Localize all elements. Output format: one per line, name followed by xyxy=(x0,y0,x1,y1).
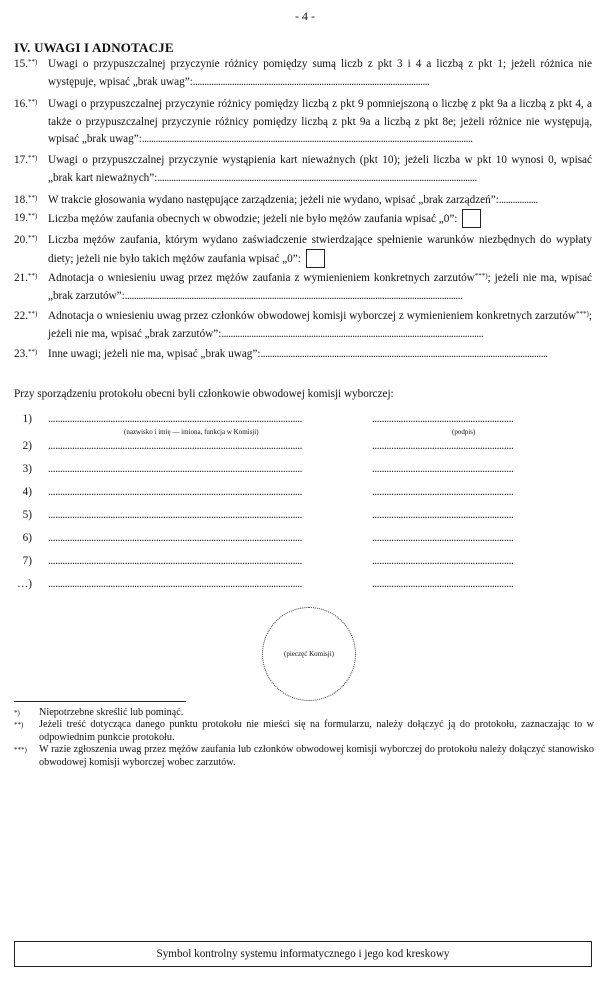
page-number: - 4 - xyxy=(295,9,315,23)
item-text: Inne uwagi; jeżeli nie ma, wpisać „brak uwag”: xyxy=(48,348,261,360)
item-number: 20. xyxy=(14,234,28,246)
answer-field[interactable]: ................................................................................................................................................ xyxy=(141,133,473,145)
section-title: IV. UWAGI I ADNOTACJE xyxy=(14,40,174,55)
answer-field[interactable]: .................................................................................................................. xyxy=(221,327,484,340)
footnote-mark: **) xyxy=(27,98,38,107)
commission-stamp xyxy=(262,607,356,701)
footnote-mark: **) xyxy=(27,348,38,357)
member-name-field[interactable]: .......................................................................................................... xyxy=(48,463,303,475)
footnote-mark: **) xyxy=(27,58,38,67)
count-box[interactable] xyxy=(306,249,325,268)
member-row xyxy=(14,578,592,596)
row-number: 7) xyxy=(22,555,32,567)
item-number: 17. xyxy=(14,154,28,166)
row-number: 5) xyxy=(22,509,32,521)
footnote-1 xyxy=(14,707,594,720)
member-name-field[interactable]: .......................................................................................................... xyxy=(48,578,303,590)
item-text-cont: ; jeżeli nie ma, wpisać „brak zarzutów”: xyxy=(48,272,593,302)
row-number: 1) xyxy=(22,413,32,425)
footnote-mark: **) xyxy=(27,212,38,221)
member-name-field[interactable]: .......................................................................................................... xyxy=(48,532,303,544)
member-name-field[interactable]: .......................................................................................................... xyxy=(48,440,303,452)
item-23 xyxy=(14,346,592,364)
item-text-cont: ; jeżeli nie ma, wpisać „brak zarzutów”: xyxy=(48,310,592,340)
item-number: 19. xyxy=(14,212,28,224)
item-21 xyxy=(14,270,592,305)
row-number: 3) xyxy=(22,463,32,475)
member-signature-field[interactable]: ........................................................... xyxy=(372,578,514,590)
footnote-mark: **) xyxy=(27,310,38,319)
member-name-field[interactable]: .......................................................................................................... xyxy=(48,555,303,567)
item-number: 22. xyxy=(14,310,28,322)
barcode-label: Symbol kontrolny systemu informatycznego i jego kod kreskowy xyxy=(156,948,450,960)
item-number: 18. xyxy=(14,194,28,206)
item-number: 23. xyxy=(14,348,28,360)
answer-field[interactable]: ........................................................................................................................................... xyxy=(157,171,477,184)
item-22 xyxy=(14,308,592,343)
name-caption: (nazwisko i imię — imiona, funkcja w Komisji) xyxy=(124,428,259,436)
member-row xyxy=(14,555,592,573)
footnote-divider xyxy=(14,701,186,702)
item-16 xyxy=(14,96,592,149)
member-signature-field[interactable]: ........................................................... xyxy=(372,463,514,475)
footnote-text: Jeżeli treść dotycząca danego punktu protokołu nie mieści się na formularzu, należy dołączyć ją do protokołu, zaznaczając to w odpowiednim punkcie protokołu. xyxy=(39,719,594,743)
row-number: 2) xyxy=(22,440,32,452)
item-text: Adnotacja o wniesieniu uwag przez członków obwodowej komisji wyborczej z wymienieniem konkretnych zarzutów xyxy=(48,310,577,322)
member-name-field[interactable]: .......................................................................................................... xyxy=(48,413,303,425)
members-intro: Przy sporządzeniu protokołu obecni byli członkowie obwodowej komisji wyborczej: xyxy=(14,388,394,400)
member-row xyxy=(14,440,592,458)
member-signature-field[interactable]: ........................................................... xyxy=(372,509,514,521)
item-text: Uwagi o przypuszczalnej przyczynie różnicy pomiędzy liczbą z pkt 9 pomniejszoną o liczbę z pkt 9a a liczbą z pkt 4, a także o przypuszczalnej przyczynie różnicy pomiędzy liczbą z pkt 9a a liczbą z pkt 8e; jeżeli różnice nie występują, wpisać „brak uwag”: xyxy=(48,98,592,145)
footnote-mark: **) xyxy=(27,154,38,163)
footnote-mark: ***) xyxy=(474,272,488,281)
row-number: 4) xyxy=(22,486,32,498)
member-signature-field[interactable]: ........................................................... xyxy=(372,555,514,567)
stamp-label: (pieczęć Komisji) xyxy=(284,650,334,658)
item-number: 15. xyxy=(14,58,28,70)
item-text: Uwagi o przypuszczalnej przyczynie wystąpienia kart nieważnych (pkt 10); jeżeli liczba w pkt 10 wynosi 0, wpisać „brak kart nieważnych”: xyxy=(48,154,592,184)
answer-field[interactable]: ................. xyxy=(498,194,538,206)
item-text: Liczba mężów zaufania, którym wydano zaświadczenie stwierdzające spełnienie warunków niezbędnych do wypłaty diety; jeżeli nie było takich mężów zaufania wpisać „0”: xyxy=(48,234,592,265)
footnote-mark: **) xyxy=(27,272,38,281)
member-row xyxy=(14,509,592,527)
member-name-field[interactable]: .......................................................................................................... xyxy=(48,509,303,521)
item-text: W trakcie głosowania wydano następujące zarządzenia; jeżeli nie wydano, wpisać „brak zarządzeń”: xyxy=(48,194,499,206)
item-15 xyxy=(14,56,592,91)
footnote-text: Niepotrzebne skreślić lub pominąć. xyxy=(39,707,184,718)
member-signature-field[interactable]: ........................................................... xyxy=(372,532,514,544)
item-19 xyxy=(14,210,592,229)
item-20 xyxy=(14,232,592,269)
item-number: 21. xyxy=(14,272,28,284)
answer-field[interactable]: ....................................................................................................... xyxy=(192,75,430,88)
footnote-mark: **) xyxy=(27,234,38,243)
barcode-box xyxy=(14,941,592,967)
footnote-2 xyxy=(14,719,594,744)
item-text: Adnotacja o wniesieniu uwag przez mężów zaufania z wymienieniem konkretnych zarzutów xyxy=(48,272,475,284)
row-number: 6) xyxy=(22,532,32,544)
member-row xyxy=(14,532,592,550)
footnote-marker: **) xyxy=(14,721,24,729)
footnote-marker: ***) xyxy=(14,746,27,754)
item-text: Uwagi o przypuszczalnej przyczynie różnicy pomiędzy sumą liczb z pkt 3 i 4 a liczbą z pkt 1; jeżeli różnica nie występuje, wpisać „brak uwag”: xyxy=(48,58,592,88)
item-number: 16. xyxy=(14,98,28,110)
footnote-3 xyxy=(14,744,594,769)
item-18 xyxy=(14,192,592,210)
row-number: …) xyxy=(17,578,32,590)
member-name-field[interactable]: .......................................................................................................... xyxy=(48,486,303,498)
count-box[interactable] xyxy=(462,209,481,228)
member-row xyxy=(14,413,592,431)
answer-field[interactable]: ............................................................................................................................. xyxy=(260,348,548,360)
member-signature-field[interactable]: ........................................................... xyxy=(372,486,514,498)
footnote-mark: **) xyxy=(27,194,38,203)
member-signature-field[interactable]: ........................................................... xyxy=(372,413,514,425)
footnote-text: W razie zgłoszenia uwag przez mężów zaufania lub członków obwodowej komisji wyborczej do protokołu należy dołączyć stanowisko obwodowej komisji wyborczej wobec zarzutów. xyxy=(39,744,594,768)
signature-caption: (podpis) xyxy=(452,428,476,436)
footnote-mark: ***) xyxy=(576,310,589,319)
footnote-marker: *) xyxy=(14,709,20,717)
item-17 xyxy=(14,152,592,187)
member-row xyxy=(14,486,592,504)
answer-field[interactable]: ................................................................................................................................................... xyxy=(124,289,463,302)
item-text: Liczba mężów zaufania obecnych w obwodzie; jeżeli nie było mężów zaufania wpisać „0”: xyxy=(48,213,458,226)
member-signature-field[interactable]: ........................................................... xyxy=(372,440,514,452)
member-row xyxy=(14,463,592,481)
